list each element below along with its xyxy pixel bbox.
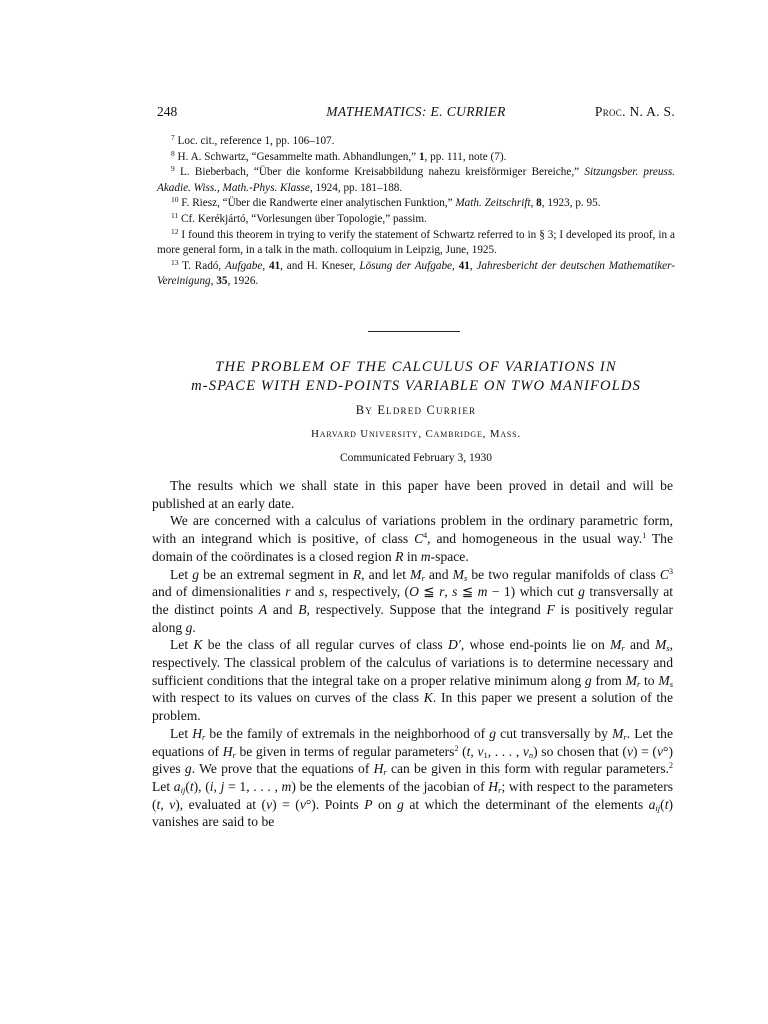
footnote-12: $^{12}$ I found this theorem in trying to verify the statement of Schwartz referred to in § 3; I developed its proof, in a more general form, in a talk in the math. colloquium in Leipzig, June, 1925. bbox=[157, 226, 675, 257]
title-line-1: THE PROBLEM OF THE CALCULUS OF VARIATIONS IN bbox=[215, 359, 617, 375]
footnotes bbox=[157, 134, 675, 290]
body-text bbox=[152, 477, 673, 831]
section-divider bbox=[368, 331, 460, 332]
footnote-11: $^{11}$ Cf. Kerékjártó, “Vorlesungen über Topologie,” passim. bbox=[171, 210, 427, 225]
paragraph-1: The results which we shall state in this paper have been proved in detail and will be published at an early date. bbox=[152, 478, 673, 511]
communicated-date: Communicated February 3, 1930 bbox=[339, 452, 493, 464]
paragraph-2: We are concerned with a calculus of variations problem in the ordinary parametric form, with an integrand which is positive, of class $C^4$, and homogeneous in the usual way.$^1$ The domain of the coördinates is a closed region R in m-space. bbox=[152, 513, 674, 564]
article-title bbox=[157, 358, 675, 396]
title-line-2: m-SPACE WITH END-POINTS VARIABLE ON TWO MANIFOLDS bbox=[191, 378, 641, 394]
journal-abbreviation: Proc. N. A. S. bbox=[594, 104, 675, 119]
byline: By Eldred Currier bbox=[355, 403, 477, 417]
footnote-10: $^{10}$ F. Riesz, “Über die Randwerte einer analytischen Funktion,” Math. Zeitschrift, 8, 1923, p. 95. bbox=[171, 195, 601, 210]
footnote-8: $^8$ H. A. Schwartz, “Gesammelte math. Abhandlungen,” 1, pp. 111, note (7). bbox=[171, 148, 507, 163]
footnote-13: $^{13}$ T. Radó, Aufgabe, 41, and H. Kneser, Lösung der Aufgabe, 41, Jahresbericht der deutschen Mathematiker-Vereinigung, 35, 1926. bbox=[157, 257, 675, 288]
page-header bbox=[157, 104, 675, 124]
paragraph-3: Let g be an extremal segment in R, and let $M_r$ and $M_s$ be two regular manifolds of class $C^3$ and of dimensionalities r and s, respectively, (O ≦ r, s ≦ m − 1) which cut g transversally at the distinct points A and B, respectively. Suppose that the integrand F is positively regular along g. bbox=[152, 566, 674, 635]
page-number: 248 bbox=[157, 104, 178, 119]
paragraph-5: Let $H_r$ be the family of extremals in the neighborhood of g cut transversally by $M_r$. Let the equations of $H_r$ be given in terms of regular parameters$^2$ (t, $v_1$, . . . , $v_n$) so chosen that (v) = (v°) gives g. We prove that the equations of $H_r$ can be given in this form with regular parameters.$^2$ Let $a_{ij}(t)$, (i, j = 1, . . . , m) be the elements of the jacobian of $H_r$; with respect to the parameters (t, v), evaluated at (v) = (v°). Points P on g at which the determinant of the elements $a_{ij}(t)$ vanishes are said to be bbox=[152, 725, 674, 830]
affiliation: Harvard University, Cambridge, Mass. bbox=[311, 428, 521, 440]
footnote-9: $^9$ L. Bieberbach, “Über die konforme Kreisabbildung nahezu kreisförmiger Bereiche,” Sitzungsber. preuss. Akadie. Wiss., Math.-Phys. Klasse, 1924, pp. 181–188. bbox=[157, 164, 675, 194]
running-title: MATHEMATICS: E. CURRIER bbox=[326, 104, 506, 119]
paragraph-4: Let K be the class of all regular curves of class D′, whose end-points lie on $M_r$ and $M_s$, respectively. The classical problem of the calculus of variations is to determine necessary and sufficient conditions that the integral take on a proper relative minimum along g from $M_r$ to $M_s$ with respect to its values on curves of the class K. In this paper we present a solution of the problem. bbox=[152, 637, 674, 724]
footnote-7: $^7$ Loc. cit., reference 1, pp. 106–107. bbox=[171, 133, 335, 147]
